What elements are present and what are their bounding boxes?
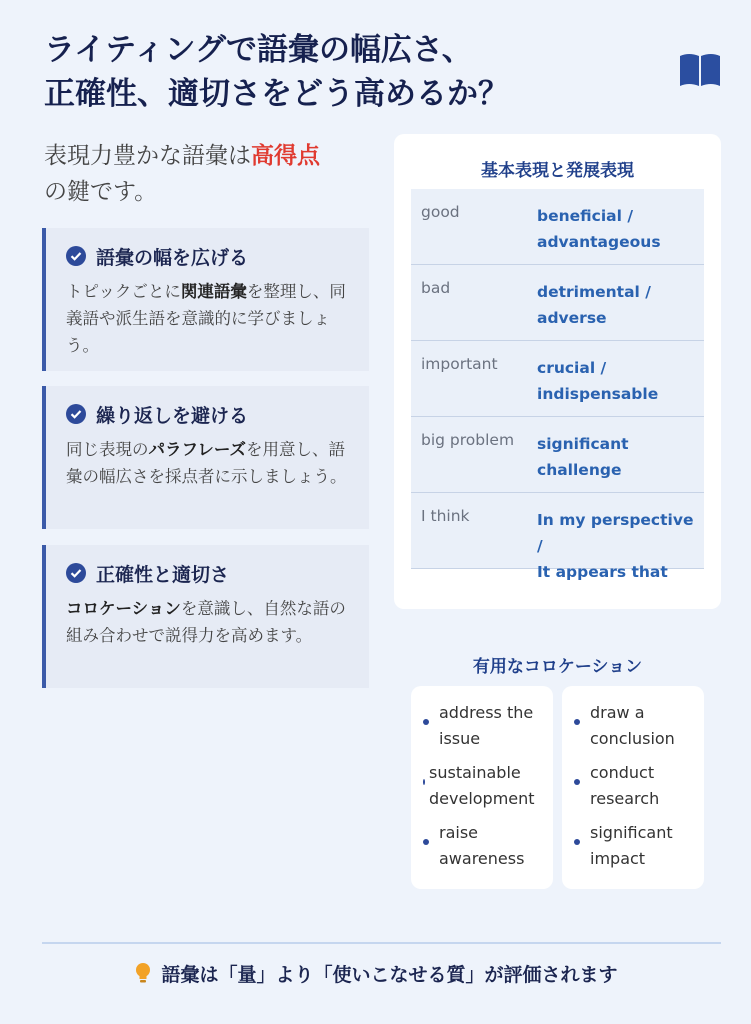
advanced-line: advantageous <box>537 233 661 251</box>
vocab-row <box>411 265 704 341</box>
collocation-line: address the <box>439 703 534 722</box>
check-circle-icon <box>66 563 86 583</box>
advanced-expression <box>528 493 704 581</box>
page-title <box>44 28 644 116</box>
advanced-line: It appears that <box>537 563 668 581</box>
tip-heading <box>66 559 353 587</box>
tip-body <box>66 436 353 490</box>
collocation-line: conclusion <box>590 729 675 748</box>
advanced-line: significant <box>537 435 629 453</box>
tip-heading-text: 繰り返しを避ける <box>96 404 249 427</box>
tip-card-accuracy <box>42 545 369 688</box>
intro-highlight: 高得点 <box>251 143 320 169</box>
collocation-line: issue <box>439 729 481 748</box>
advanced-line: beneficial / <box>537 207 633 225</box>
book-icon <box>678 52 722 88</box>
advanced-line: indispensable <box>537 385 659 403</box>
vocab-card <box>394 134 721 609</box>
tip-body-text: を整理し、同義語や派生語を意識的に学びましょう。 <box>66 282 346 355</box>
basic-expression: bad <box>421 279 451 297</box>
collocation-line: sustainable <box>429 763 521 782</box>
tip-heading-text: 語彙の幅を広げる <box>96 246 249 269</box>
advanced-expression <box>528 189 704 264</box>
vocab-row <box>411 493 704 581</box>
collocation-line: significant <box>590 823 673 842</box>
vocab-row <box>411 341 704 417</box>
tip-body-bold: コロケーション <box>66 599 181 618</box>
bullet-dot <box>574 839 580 845</box>
tip-body-text: 同じ表現の <box>66 440 149 459</box>
tip-body-bold: パラフレーズ <box>148 440 247 459</box>
check-circle-icon <box>66 404 86 424</box>
advanced-expression <box>528 417 704 492</box>
list-item <box>574 760 704 812</box>
basic-expression: I think <box>421 507 470 525</box>
advanced-line: adverse <box>537 309 607 327</box>
vocab-table <box>411 189 704 581</box>
bullet-dot <box>574 779 580 785</box>
tip-card-repetition <box>42 386 369 529</box>
intro-prefix: 表現力豊かな語彙は <box>44 143 251 169</box>
advanced-line: detrimental / <box>537 283 651 301</box>
collocation-line: research <box>590 789 660 808</box>
advanced-line: crucial / <box>537 359 607 377</box>
list-item <box>574 820 704 872</box>
title-line-2: 正確性、適切さをどう高めるか？ <box>44 76 509 112</box>
tip-heading <box>66 242 353 270</box>
basic-expression: good <box>421 203 460 221</box>
collocations-title: 有用なコロケーション <box>472 657 643 677</box>
list-item <box>423 760 553 812</box>
tip-heading-text: 正確性と適切さ <box>96 563 230 586</box>
collocation-card-left <box>411 686 553 889</box>
collocation-line: conduct <box>590 763 655 782</box>
advanced-expression <box>528 265 704 340</box>
intro-suffix: の鍵です。 <box>44 179 158 205</box>
collocation-line: impact <box>590 849 646 868</box>
lightbulb-icon <box>133 962 153 984</box>
list-item <box>423 820 553 872</box>
vocab-row <box>411 417 704 493</box>
collocation-line: raise <box>439 823 479 842</box>
footer-note <box>0 960 751 987</box>
vocab-card-title: 基本表現と発展表現 <box>481 161 634 181</box>
bullet-dot <box>423 839 429 845</box>
tip-body-text: を意識し、自然な語の組み合わせで説得力を高めます。 <box>66 599 346 645</box>
list-item <box>574 700 704 752</box>
intro-text <box>44 138 364 210</box>
footer-divider <box>42 942 721 944</box>
advanced-line: challenge <box>537 461 622 479</box>
title-line-1: ライティングで語彙の幅広さ、 <box>44 32 473 68</box>
tip-heading <box>66 400 353 428</box>
basic-expression: big problem <box>421 431 515 449</box>
list-item <box>423 700 553 752</box>
bullet-dot <box>423 779 425 785</box>
advanced-expression <box>528 341 704 416</box>
bullet-dot <box>423 719 429 725</box>
advanced-line: In my perspective / <box>537 511 694 555</box>
basic-expression: important <box>421 355 498 373</box>
tip-body-bold: 関連語彙 <box>180 282 247 301</box>
tip-body-text: トピックごとに <box>66 282 181 301</box>
collocation-line: draw a <box>590 703 645 722</box>
footer-text: 語彙は「量」より「使いこなせる質」が評価されます <box>161 964 618 986</box>
tip-body <box>66 595 353 649</box>
bullet-dot <box>574 719 580 725</box>
tip-body-text: を用意し、語彙の幅広さを採点者に示しましょう。 <box>66 440 347 486</box>
check-circle-icon <box>66 246 86 266</box>
collocation-line: development <box>429 789 535 808</box>
collocation-card-right <box>562 686 704 889</box>
tip-card-breadth <box>42 228 369 371</box>
collocation-line: awareness <box>439 849 525 868</box>
vocab-row <box>411 189 704 265</box>
tip-body <box>66 278 353 359</box>
